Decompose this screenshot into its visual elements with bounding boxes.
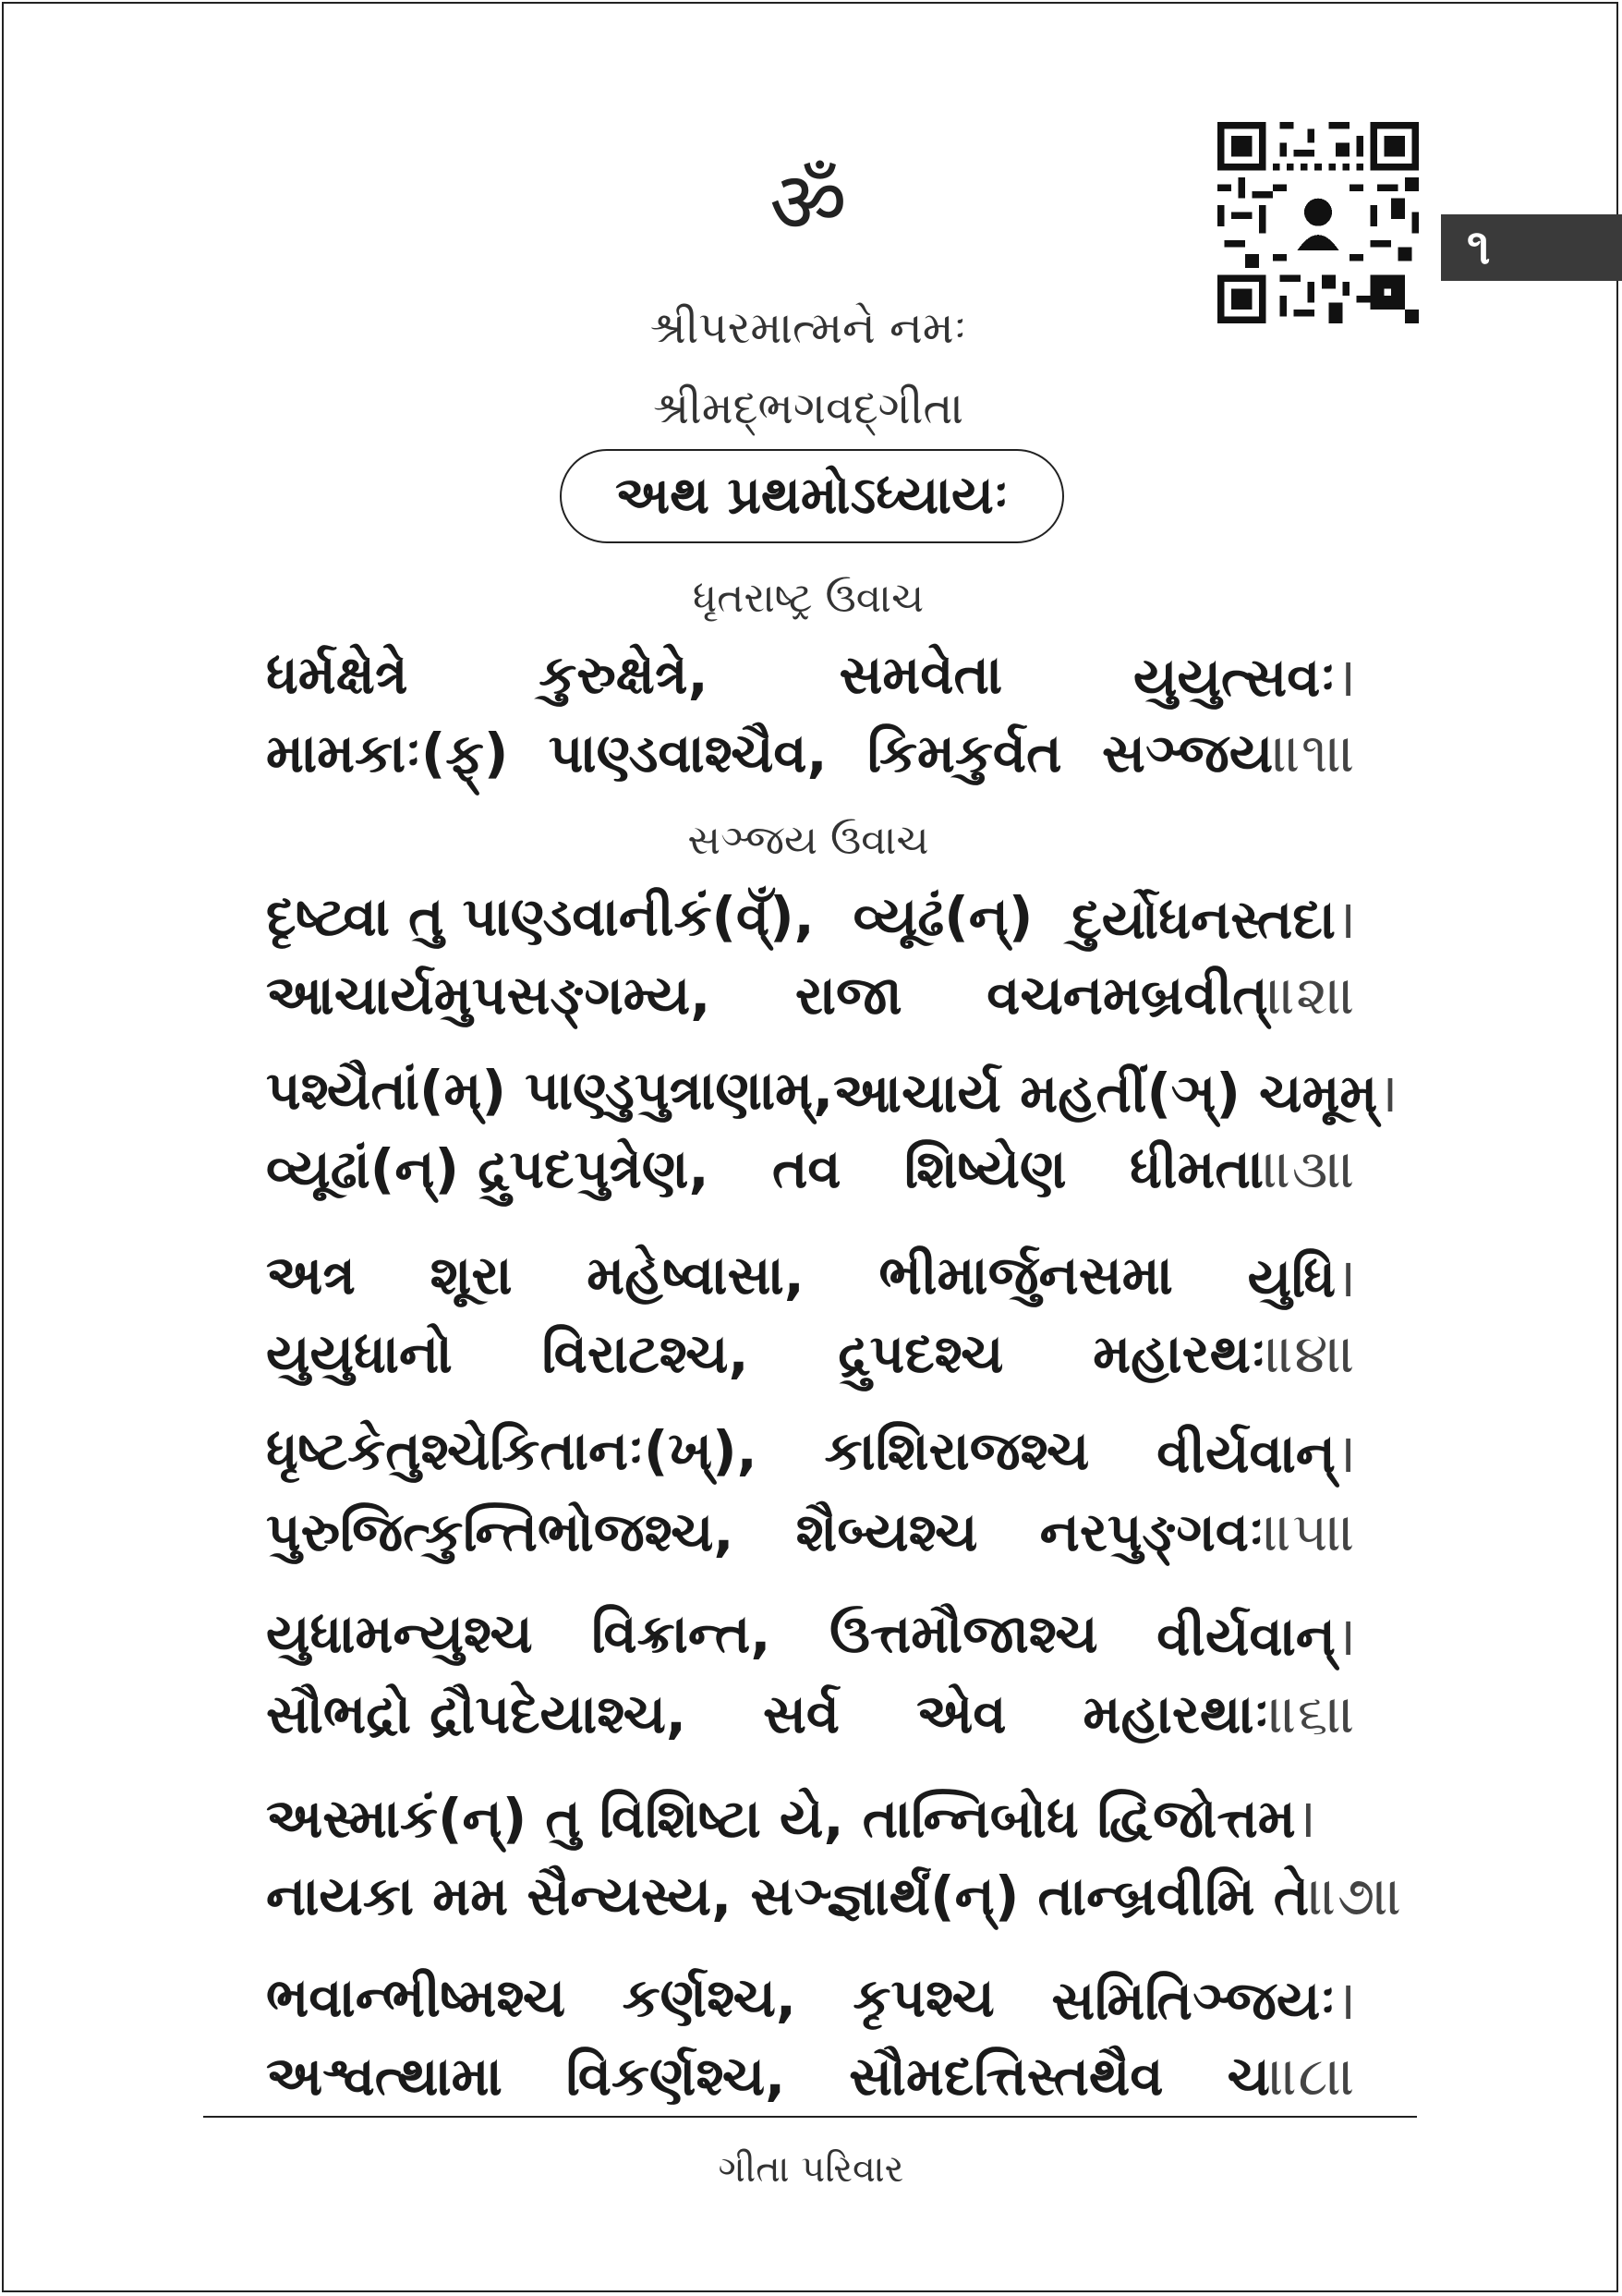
verse-word: દૃષ્ટ્વા તુ પાણ્ડવાનીકં(વ્ઁ), xyxy=(266,884,815,948)
verse-word: નરપુઙ્ગવઃ xyxy=(1039,1500,1265,1563)
verse-word: આચાર્ય મહતીં(ઞ્) ચમૂમ્ xyxy=(833,1061,1378,1124)
verse-1-line-1 xyxy=(266,638,1356,711)
verse-number: ॥૨॥ xyxy=(1267,963,1356,1027)
verse-word: વ્યૂઢાં(ન્) દ્રુપદપુત્રેણ, xyxy=(266,1136,709,1200)
verse-word: કર્ણશ્ચ, xyxy=(622,1965,796,2029)
verse-number: ॥૬॥ xyxy=(1269,1682,1356,1745)
verse-7-line-2 xyxy=(266,1859,1403,1933)
speaker-dhritarashtra: ધૃતરાષ્ટ્ર ઉવાચ xyxy=(692,575,925,622)
verse-word: વિક્રાન્ત, xyxy=(591,1601,771,1665)
verse-2-line-1 xyxy=(266,880,1356,954)
verse-number: ॥૪॥ xyxy=(1265,1321,1356,1385)
verse-danda: । xyxy=(1336,1604,1356,1668)
verse-word: આચાર્યમુપસઙ્ગમ્ય, xyxy=(266,963,711,1027)
verse-danda: । xyxy=(1336,1245,1356,1309)
invocation-line-2: શ્રીમદ્ભગવદ્ગીતા xyxy=(652,383,964,434)
verse-word: ચ xyxy=(1227,2044,1270,2108)
verse-word: યુયુધાનો xyxy=(266,1321,453,1385)
verse-word: તવ xyxy=(771,1136,841,1200)
verse-word: ધર્મક્ષેત્રે xyxy=(266,642,408,706)
verse-word: સમિતિઞ્જયઃ xyxy=(1051,1968,1336,2032)
verse-word: શિષ્યેણ xyxy=(904,1136,1067,1200)
verse-word: મહારથઃ xyxy=(1093,1321,1266,1385)
verse-word: ઉત્તમૌજાશ્ચ xyxy=(829,1601,1098,1665)
verse-word: દ્રુપદશ્ચ xyxy=(838,1321,1004,1385)
chapter-title: અથ પ્રથમોઽધ્યાયઃ xyxy=(560,449,1064,543)
verse-word: યુયુત્સવઃ xyxy=(1132,645,1336,709)
verse-danda: । xyxy=(1336,1968,1356,2032)
verse-word: વીર્યવાન્ xyxy=(1156,1421,1336,1485)
verse-word: વીર્યવાન્ xyxy=(1156,1604,1337,1668)
verse-word: સઞ્જય xyxy=(1101,721,1274,784)
verse-word: કૃપશ્ચ xyxy=(853,1965,995,2029)
footer-divider xyxy=(203,2116,1417,2118)
verse-word: પાણ્ડવાશ્ચૈવ, xyxy=(548,721,828,784)
verse-word: શૈબ્યશ્ચ xyxy=(795,1500,978,1563)
verse-danda: । xyxy=(1336,645,1356,709)
verse-7-line-1 xyxy=(266,1779,1356,1853)
verse-word: કિમકુર્વત xyxy=(866,721,1062,784)
verse-word: વ્યૂઢં(ન્) xyxy=(853,884,1034,948)
verse-number: ॥૭॥ xyxy=(1309,1864,1403,1927)
verse-danda: । xyxy=(1377,1061,1398,1124)
verse-word: અશ્વત્થામા xyxy=(266,2044,502,2108)
verse-word: નાયકા મમ સૈન્યસ્ય, સઞ્જ્ઞાર્થં(ન્) તાન્બ્રવીમિ તે xyxy=(266,1864,1310,1927)
verse-word: કુરુક્ષેત્રે, xyxy=(539,642,708,706)
verse-word: દુર્યોધનસ્તદા xyxy=(1071,887,1336,951)
verse-word: વચનમબ્રવીત્ xyxy=(987,963,1268,1027)
verse-word: યુધિ xyxy=(1247,1245,1337,1309)
verse-4-line-1 xyxy=(266,1238,1356,1312)
verse-word: સમવેતા xyxy=(839,642,1003,706)
verse-number: ॥૮॥ xyxy=(1269,2044,1356,2108)
verse-word: ભીમાર્જુનસમા xyxy=(878,1243,1173,1306)
verse-word: સૌમદત્તિસ્તથૈવ xyxy=(849,2044,1164,2108)
verse-word: મામકાઃ(ફ્) xyxy=(266,721,509,784)
speaker-sanjaya: સઞ્જય ઉવાચ xyxy=(687,817,929,864)
verse-4-line-2 xyxy=(266,1317,1356,1391)
verse-word: યુધામન્યુશ્ચ xyxy=(266,1601,533,1665)
invocation-line-1: શ્રીપરમાત્મને નમઃ xyxy=(649,302,967,354)
verse-word: ધીમતા xyxy=(1130,1136,1265,1200)
verse-3-line-2 xyxy=(266,1132,1356,1206)
verse-danda: । xyxy=(1295,1786,1316,1850)
verse-8-line-1 xyxy=(266,1961,1356,2035)
verse-word: અસ્માકં(ન્) તુ વિશિષ્ટા યે, તાન્નિબોધ દ્વિજોત્તમ xyxy=(266,1786,1296,1850)
verse-danda: । xyxy=(1336,1421,1356,1485)
verse-word: મહારથાઃ xyxy=(1083,1682,1270,1745)
verse-word: વિરાટશ્ચ, xyxy=(541,1321,749,1385)
verse-danda: । xyxy=(1336,887,1356,951)
verse-word: ભવાન્ભીષ્મશ્ચ xyxy=(266,1965,566,2029)
verse-5-line-2 xyxy=(266,1495,1356,1569)
verse-word: સર્વ xyxy=(762,1682,841,1745)
qr-code[interactable] xyxy=(1217,122,1419,323)
verse-word: પુરુજિત્કુન્તિભોજશ્ચ, xyxy=(266,1500,734,1563)
verse-word: પશ્યૈતાં(મ્) પાણ્ડુપુત્રાણામ્, xyxy=(266,1058,834,1122)
verse-word: સૌભદ્રો દ્રૌપદેયાશ્ચ, xyxy=(266,1682,686,1745)
verse-word: રાજા xyxy=(794,963,902,1027)
verse-number: ॥૫॥ xyxy=(1264,1500,1356,1563)
om-symbol: ॐ xyxy=(769,153,847,252)
verse-word: કાશિરાજશ્ચ xyxy=(824,1418,1090,1482)
verse-3-line-1 xyxy=(266,1053,1398,1127)
verse-2-line-2 xyxy=(266,958,1356,1032)
footer-publisher: ગીતા પરિવાર xyxy=(718,2148,904,2191)
verse-number: ॥૧॥ xyxy=(1273,721,1356,784)
verse-word: એવ xyxy=(916,1682,1007,1745)
verse-6-line-2 xyxy=(266,1677,1356,1751)
verse-word: વિકર્ણશ્ચ, xyxy=(565,2044,786,2108)
chapter-number-tab: ૧ xyxy=(1441,214,1622,281)
verse-word: મહેષ્વાસા, xyxy=(587,1243,805,1306)
verse-word: ધૃષ્ટકેતુશ્ચેકિતાનઃ(ખ્), xyxy=(266,1418,757,1482)
verse-word: અત્ર xyxy=(266,1243,356,1306)
verse-6-line-1 xyxy=(266,1597,1356,1670)
verse-word: શૂરા xyxy=(430,1243,513,1306)
verse-1-line-2 xyxy=(266,716,1356,790)
verse-number: ॥૩॥ xyxy=(1264,1136,1356,1200)
verse-8-line-2 xyxy=(266,2039,1356,2113)
verse-5-line-1 xyxy=(266,1414,1356,1488)
